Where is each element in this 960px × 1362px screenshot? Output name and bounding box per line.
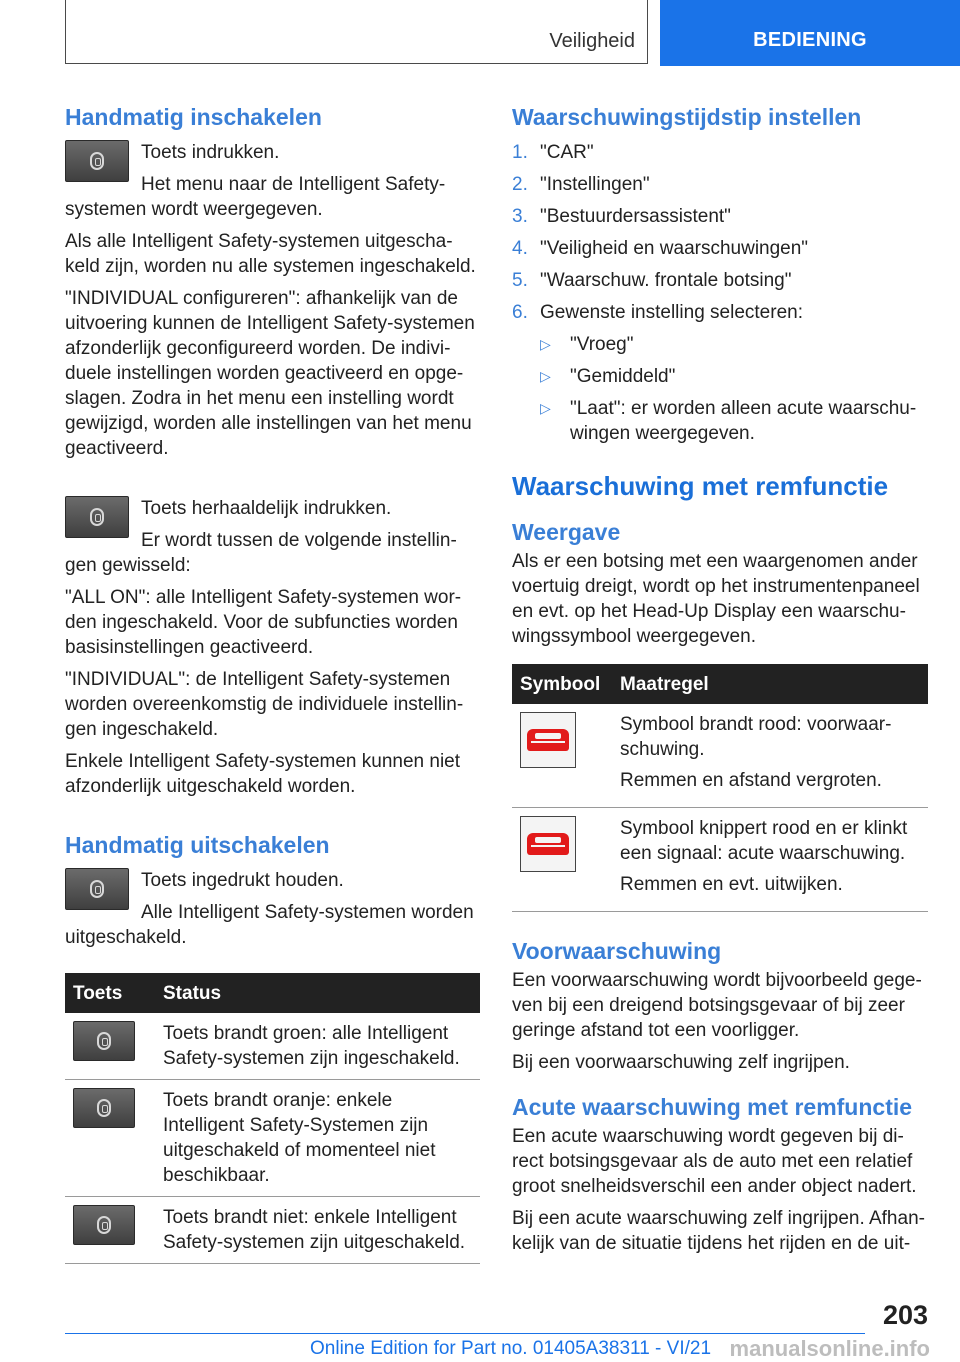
step-press-button xyxy=(65,140,480,222)
heading-display: Weergave xyxy=(512,519,621,545)
header-section-title: Veiligheid xyxy=(549,30,635,52)
paragraph: "INDIVIDUAL": de Intelligent Safety-systemen worden overeenkomstig de individuele instellingen ingeschakeld. xyxy=(65,669,464,740)
text-menu-shown: Het menu naar de Intelligent Safety-systemen wordt weergegeven. xyxy=(65,174,446,220)
heading-pre-warning: Voorwaarschuwing xyxy=(512,938,722,964)
table-cell: Remmen en evt. uitwijken. xyxy=(620,874,843,895)
text-hold: Toets ingedrukt houden. xyxy=(141,870,344,891)
text-press: Toets indrukken. xyxy=(141,142,280,163)
sub-option: ▷ "Laat": er worden alleen acute waarschuwingen weergegeven. xyxy=(540,398,917,444)
table-header: Status xyxy=(155,973,480,1013)
car-warning-icon xyxy=(520,712,576,768)
table-header-row xyxy=(65,973,480,1013)
table-cell: Symbool knippert rood en er klinkt een signaal: acute waarschuwing. xyxy=(620,818,908,864)
table-cell: Toets brandt niet: enkele Intelligent Safety-systemen zijn uitgeschakeld. xyxy=(155,1197,480,1264)
table-header-row xyxy=(512,664,928,704)
step-hold-button xyxy=(65,868,480,950)
text-all-disabled: Alle Intelligent Safety-systemen worden uitgeschakeld. xyxy=(65,902,474,948)
steps-list xyxy=(512,140,928,325)
car-warning-icon xyxy=(520,816,576,872)
footer-edition: Online Edition for Part no. 01405A38311 - VI/21 xyxy=(310,1338,712,1359)
safety-button-icon xyxy=(65,868,129,910)
paragraph: Bij een acute waarschuwing zelf ingrijpen. Afhankelijk van de situatie tijdens het rijden en de uit- xyxy=(512,1208,925,1254)
sub-option: ▷ "Gemiddeld" xyxy=(540,366,676,387)
step-press-repeatedly xyxy=(65,496,480,578)
left-column xyxy=(65,100,480,1264)
paragraph: Een voorwaarschuwing wordt bijvoorbeeld gegeven bij een dreigend botsingsgevaar of bij zeer geringe afstand tot een voorligger. xyxy=(512,970,922,1041)
text-press-repeatedly: Toets herhaaldelijk indrukken. xyxy=(141,498,392,519)
safety-button-icon xyxy=(73,1088,135,1128)
table-cell: Toets brandt oranje: enkele Intelligent Safety-Systemen zijn uitgeschakeld of momenteel niet beschikbaar. xyxy=(155,1080,480,1197)
safety-button-icon xyxy=(65,140,129,182)
symbol-action-table xyxy=(512,664,928,912)
list-item: 6. Gewenste instelling selecteren: xyxy=(512,302,803,323)
triangle-bullet-icon: ▷ xyxy=(540,400,551,416)
header-chapter-tab: BEDIENING xyxy=(660,0,960,66)
heading-manual-enable: Handmatig inschakelen xyxy=(65,104,322,130)
heading-brake-warning: Waarschuwing met remfunctie xyxy=(512,471,889,501)
table-cell: Toets brandt groen: alle Intelligent Safety-systemen zijn ingeschakeld. xyxy=(155,1013,480,1080)
triangle-bullet-icon: ▷ xyxy=(540,336,551,352)
paragraph: Een acute waarschuwing wordt gegeven bij direct botsingsgevaar als de auto met een relatief groot snelheidsverschil een ander object nadert. xyxy=(512,1126,917,1197)
table-row xyxy=(65,1013,480,1080)
table-header: Toets xyxy=(65,973,155,1013)
table-header: Symbool xyxy=(512,664,612,704)
page-number: 203 xyxy=(882,1300,928,1330)
list-item: 3. "Bestuurdersassistent" xyxy=(512,206,731,227)
safety-button-icon xyxy=(65,496,129,538)
safety-button-icon xyxy=(73,1205,135,1245)
paragraph: "INDIVIDUAL configureren": afhankelijk van de uitvoering kunnen de Intelligent Safety-systemen afzonderlijk geconfigureerd worden. De individuele instellingen worden geactiveerd en opgeslagen. Zodra in het menu een instelling wordt gewijzigd, worden alle instellingen van het menu geactiveerd. xyxy=(65,288,475,459)
table-row xyxy=(512,704,928,808)
paragraph: Bij een voorwaarschuwing zelf ingrijpen. xyxy=(512,1052,850,1073)
right-column xyxy=(512,100,928,1263)
table-row xyxy=(65,1197,480,1264)
list-item: 5. "Waarschuw. frontale botsing" xyxy=(512,270,792,291)
table-row xyxy=(512,808,928,912)
table-header: Maatregel xyxy=(612,664,928,704)
paragraph: Als alle Intelligent Safety-systemen uitgeschakeld zijn, worden nu alle systemen ingeschakeld. xyxy=(65,231,476,277)
paragraph: Enkele Intelligent Safety-systemen kunnen niet afzonderlijk uitgeschakeld worden. xyxy=(65,751,461,797)
text-switch-settings: Er wordt tussen de volgende instellingen gewisseld: xyxy=(65,530,457,576)
list-item: 1. "CAR" xyxy=(512,142,594,163)
heading-warning-time: Waarschuwingstijdstip instellen xyxy=(512,104,862,130)
paragraph: Als er een botsing met een waargenomen ander voertuig dreigt, wordt op het instrumentenpaneel en evt. op het Head-Up Display een waarschuwingssymbool weergegeven. xyxy=(512,551,920,647)
safety-button-icon xyxy=(73,1021,135,1061)
footer-watermark: manualsonline.info xyxy=(729,1336,930,1361)
heading-manual-disable: Handmatig uitschakelen xyxy=(65,832,330,858)
sub-option: ▷ "Vroeg" xyxy=(540,334,634,355)
table-cell: Remmen en afstand vergroten. xyxy=(620,770,882,791)
footer-divider xyxy=(65,1333,865,1334)
table-cell: Symbool brandt rood: voorwaarschuwing. xyxy=(620,714,892,760)
triangle-bullet-icon: ▷ xyxy=(540,368,551,384)
paragraph: "ALL ON": alle Intelligent Safety-systemen worden ingeschakeld. Voor de subfuncties worden basisinstellingen geactiveerd. xyxy=(65,587,462,658)
heading-acute-warning: Acute waarschuwing met remfunctie xyxy=(512,1094,913,1120)
list-item: 2. "Instellingen" xyxy=(512,174,650,195)
table-row xyxy=(65,1080,480,1197)
list-item: 4. "Veiligheid en waarschuwingen" xyxy=(512,238,809,259)
button-status-table xyxy=(65,973,480,1264)
